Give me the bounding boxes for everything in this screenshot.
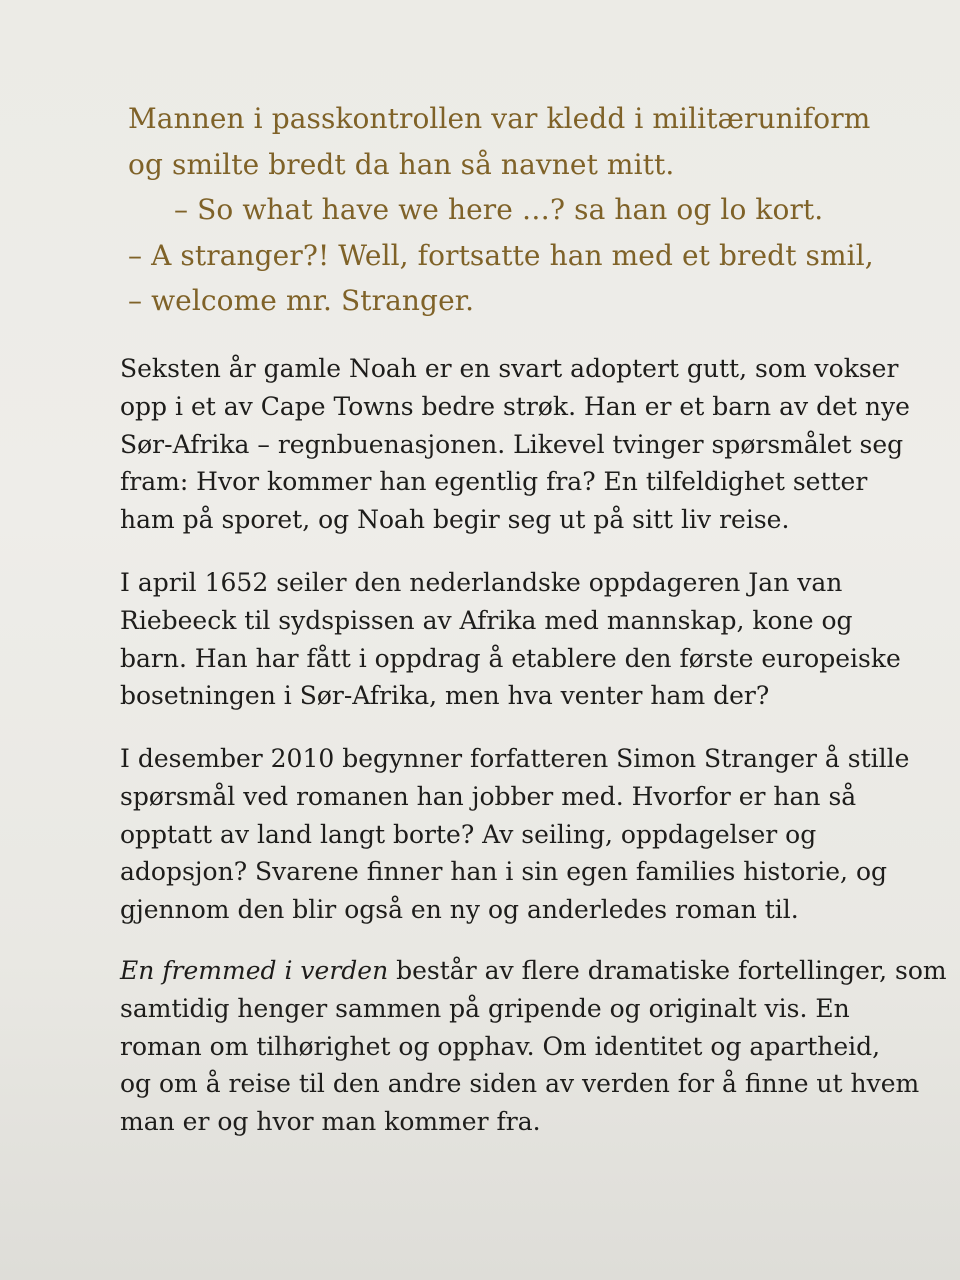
opening-quote bbox=[128, 96, 888, 324]
quote-line: – A stranger?! Well, fortsatte han med et bredt smil, bbox=[128, 238, 874, 272]
quote-line: og smilte bredt da han så navnet mitt. bbox=[128, 147, 675, 181]
paragraph-line: samtidig henger sammen på gripende og originalt vis. En bbox=[120, 993, 850, 1023]
paragraph-line: opptatt av land langt borte? Av seiling, oppdagelser og bbox=[120, 819, 817, 849]
paragraph-line: gjennom den blir også en ny og anderledes roman til. bbox=[120, 895, 799, 925]
paragraph-line bbox=[120, 952, 947, 990]
paragraph-line: barn. Han har fått i oppdrag å etablere den første europeiske bbox=[120, 643, 901, 673]
paragraph-line-rest: består av flere dramatiske fortellinger, som bbox=[388, 956, 947, 985]
paragraph-line: fram: Hvor kommer han egentlig fra? En tilfeldighet setter bbox=[120, 467, 868, 497]
paragraph-line: Seksten år gamle Noah er en svart adoptert gutt, som vokser bbox=[120, 354, 899, 383]
paragraph-line: I desember 2010 begynner forfatteren Simon Stranger å stille bbox=[120, 744, 910, 773]
paragraph-line: man er og hvor man kommer fra. bbox=[120, 1107, 541, 1137]
paragraph-line: og om å reise til den andre siden av verden for å finne ut hvem bbox=[120, 1069, 920, 1099]
quote-line: – So what have we here …? sa han og lo kort. bbox=[174, 193, 824, 226]
blurb-paragraph-summary bbox=[120, 952, 947, 1141]
paragraph-line: I april 1652 seiler den nederlandske oppdageren Jan van bbox=[120, 568, 843, 597]
paragraph-line: Riebeeck til sydspissen av Afrika med mannskap, kone og bbox=[120, 605, 853, 635]
paragraph-line: roman om tilhørighet og opphav. Om identitet og apartheid, bbox=[120, 1031, 881, 1061]
quote-line: Mannen i passkontrollen var kledd i militæruniform bbox=[128, 102, 871, 135]
paragraph-line: spørsmål ved romanen han jobber med. Hvorfor er han så bbox=[120, 781, 857, 811]
paragraph-line: bosetningen i Sør-Afrika, men hva venter ham der? bbox=[120, 681, 770, 711]
quote-line: – welcome mr. Stranger. bbox=[128, 284, 475, 317]
paragraph-line: ham på sporet, og Noah begir seg ut på sitt liv reise. bbox=[120, 505, 790, 535]
book-title-italic: En fremmed i verden bbox=[120, 956, 389, 985]
paragraph-line: adopsjon? Svarene finner han i sin egen families historie, og bbox=[120, 857, 888, 887]
blurb-paragraph-author bbox=[120, 740, 910, 929]
paragraph-line: Sør-Afrika – regnbuenasjonen. Likevel tvinger spørsmålet seg bbox=[120, 429, 904, 459]
paragraph-line: opp i et av Cape Towns bedre strøk. Han er et barn av det nye bbox=[120, 391, 910, 421]
blurb-paragraph-noah bbox=[120, 350, 910, 539]
blurb-paragraph-riebeeck bbox=[120, 564, 901, 715]
